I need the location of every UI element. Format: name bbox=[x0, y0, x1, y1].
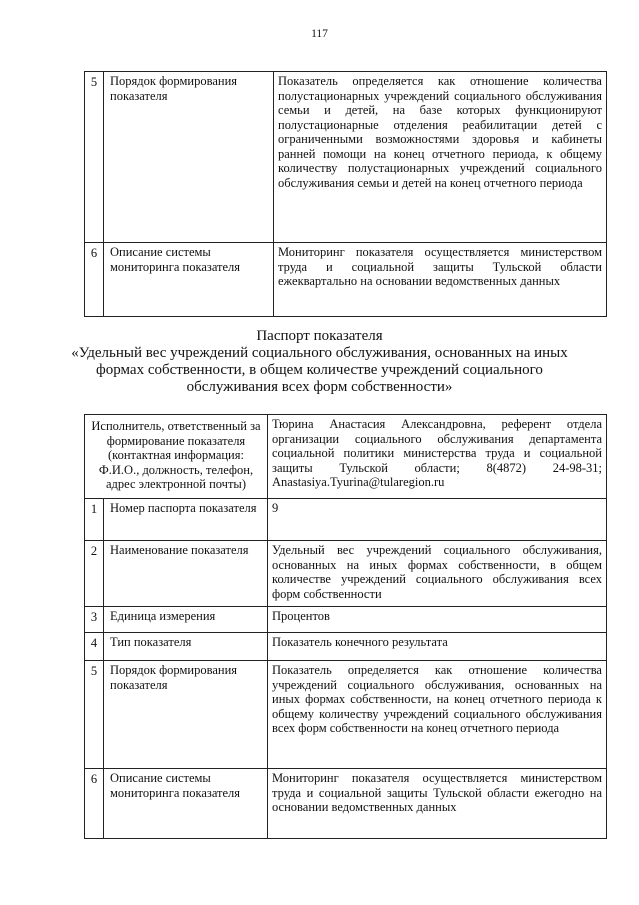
row-text: Удельный вес учреждений социального обслуживания, основанных на иных формах собственности, в общем количестве учреждений социального обслуживания всех форм собственности bbox=[268, 541, 607, 607]
table-row bbox=[85, 243, 607, 317]
bottom-table bbox=[84, 414, 607, 839]
row-text: Показатель определяется как отношение количества учреждений социального обслуживания, основанных на иных формах собственности, на конец отчетного периода к общему количеству учреждений социального обслуживания всех форм собственности на конец отчетного периода bbox=[268, 661, 607, 769]
table-row bbox=[85, 633, 607, 661]
row-text: Процентов bbox=[268, 607, 607, 633]
executor-row bbox=[85, 415, 607, 499]
executor-value: Тюрина Анастасия Александровна, референт отдела организации социального обслуживания департамента социальной политики министерства труда и социальной защиты Тульской области; 8(4872) 24-98-31; Anastasiya.Tyurina@tularegion.ru bbox=[268, 415, 607, 499]
row-label: Порядок формирования показателя bbox=[104, 661, 268, 769]
row-text: Мониторинг показателя осуществляется министерством труда и социальной защиты Тульской области ежегодно на основании ведомственных данных bbox=[268, 769, 607, 839]
row-label: Тип показателя bbox=[104, 633, 268, 661]
row-text: Мониторинг показателя осуществляется министерством труда и социальной защиты Тульской области ежеквартально на основании ведомственных данных bbox=[274, 243, 607, 317]
row-number: 2 bbox=[85, 541, 104, 607]
row-text: Показатель определяется как отношение количества полустационарных учреждений социального обслуживания семьи и детей, на базе которых функционируют полустационарные отделения реабилитации детей с ограниченными возможностями здоровья и кабинеты ранней помощи на конец отчетного периода, к общему количеству полустационарных учреждений социального обслуживания семьи и детей на конец отчетного периода bbox=[274, 72, 607, 243]
passport-subtitle: «Удельный вес учреждений социального обслуживания, основанных на иных формах собственности, в общем количестве учреждений социального обслуживания всех форм собственности» bbox=[71, 345, 568, 395]
row-label: Порядок формирования показателя bbox=[104, 72, 274, 243]
row-number: 6 bbox=[85, 769, 104, 839]
executor-label: Исполнитель, ответственный за формирование показателя (контактная информация: Ф.И.О., должность, телефон, адрес электронной почты) bbox=[85, 415, 268, 499]
table-row bbox=[85, 72, 607, 243]
row-number: 6 bbox=[85, 243, 104, 317]
row-label: Наименование показателя bbox=[104, 541, 268, 607]
page-number: 117 bbox=[311, 28, 328, 40]
row-label: Единица измерения bbox=[104, 607, 268, 633]
row-number: 5 bbox=[85, 72, 104, 243]
row-label: Описание системы мониторинга показателя bbox=[104, 769, 268, 839]
table-row bbox=[85, 769, 607, 839]
passport-heading bbox=[60, 328, 579, 396]
row-label: Номер паспорта показателя bbox=[104, 499, 268, 541]
row-label: Описание системы мониторинга показателя bbox=[104, 243, 274, 317]
row-number: 5 bbox=[85, 661, 104, 769]
table-row bbox=[85, 499, 607, 541]
table-row bbox=[85, 607, 607, 633]
row-text: 9 bbox=[268, 499, 607, 541]
row-number: 4 bbox=[85, 633, 104, 661]
top-table bbox=[84, 71, 607, 317]
row-number: 3 bbox=[85, 607, 104, 633]
row-number: 1 bbox=[85, 499, 104, 541]
table-row bbox=[85, 661, 607, 769]
table-row bbox=[85, 541, 607, 607]
passport-title: Паспорт показателя bbox=[256, 328, 383, 344]
row-text: Показатель конечного результата bbox=[268, 633, 607, 661]
